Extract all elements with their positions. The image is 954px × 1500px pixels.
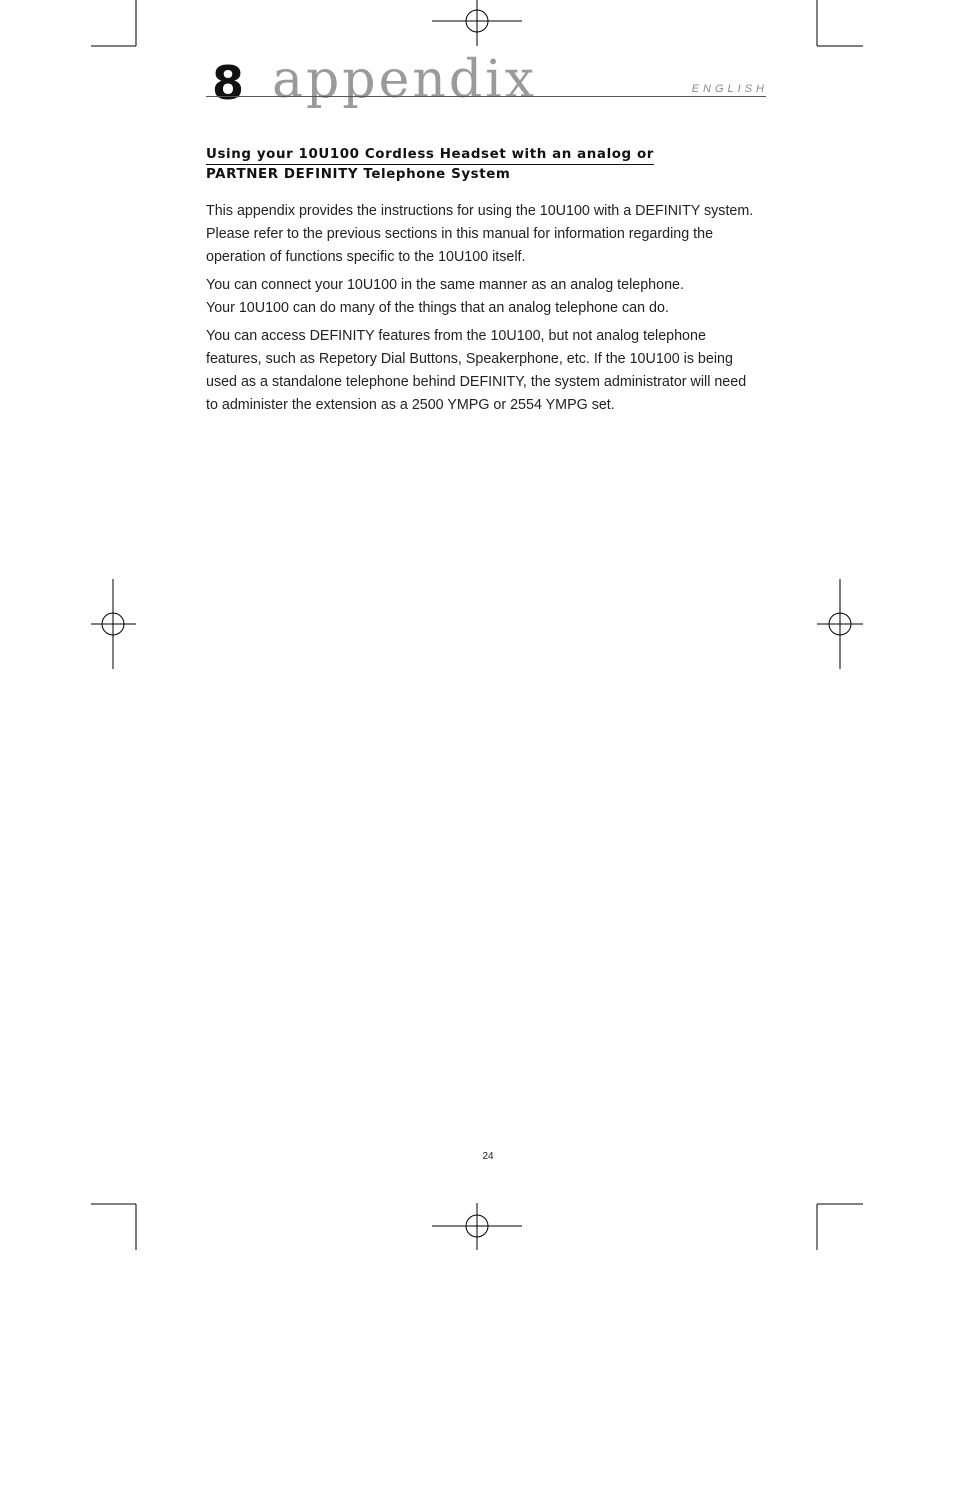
paragraph-line: to administer the extension as a 2500 YMPG or 2554 YMPG set. — [206, 397, 615, 413]
registration-mark-right — [817, 579, 863, 669]
section-content — [206, 145, 771, 422]
paragraph-line: Please refer to the previous sections in this manual for information regarding the — [206, 226, 714, 242]
header-rule — [206, 96, 766, 97]
paragraph-line: used as a standalone telephone behind DEFINITY, the system administrator will need — [206, 374, 747, 390]
paragraph-line: You can connect your 10U100 in the same manner as an analog telephone. — [206, 277, 684, 293]
language-label: ENGLISH — [691, 83, 768, 95]
paragraph-line: This appendix provides the instructions for using the 10U100 with a DEFINITY system. — [206, 203, 754, 219]
paragraph-intro — [206, 200, 771, 269]
paragraph-line: Your 10U100 can do many of the things that an analog telephone can do. — [206, 300, 669, 316]
paragraph-line: You can access DEFINITY features from the 10U100, but not analog telephone — [206, 328, 706, 344]
section-heading-line-2: PARTNER DEFINITY Telephone System — [206, 167, 511, 182]
chapter-number: 8 — [212, 56, 245, 110]
registration-mark-top — [432, 0, 522, 46]
paragraph-line: features, such as Repetory Dial Buttons, Speakerphone, etc. If the 10U100 is being — [206, 351, 733, 367]
paragraph-line: operation of functions specific to the 10U100 itself. — [206, 249, 526, 265]
page-number: 24 — [482, 1151, 494, 1162]
section-heading — [206, 145, 771, 185]
paragraph-connect — [206, 274, 771, 320]
registration-mark-bottom — [432, 1203, 522, 1250]
chapter-title: appendix — [272, 50, 538, 110]
paragraph-features — [206, 325, 771, 417]
registration-mark-left — [91, 579, 136, 669]
section-heading-line-1: Using your 10U100 Cordless Headset with an analog or — [206, 146, 654, 165]
